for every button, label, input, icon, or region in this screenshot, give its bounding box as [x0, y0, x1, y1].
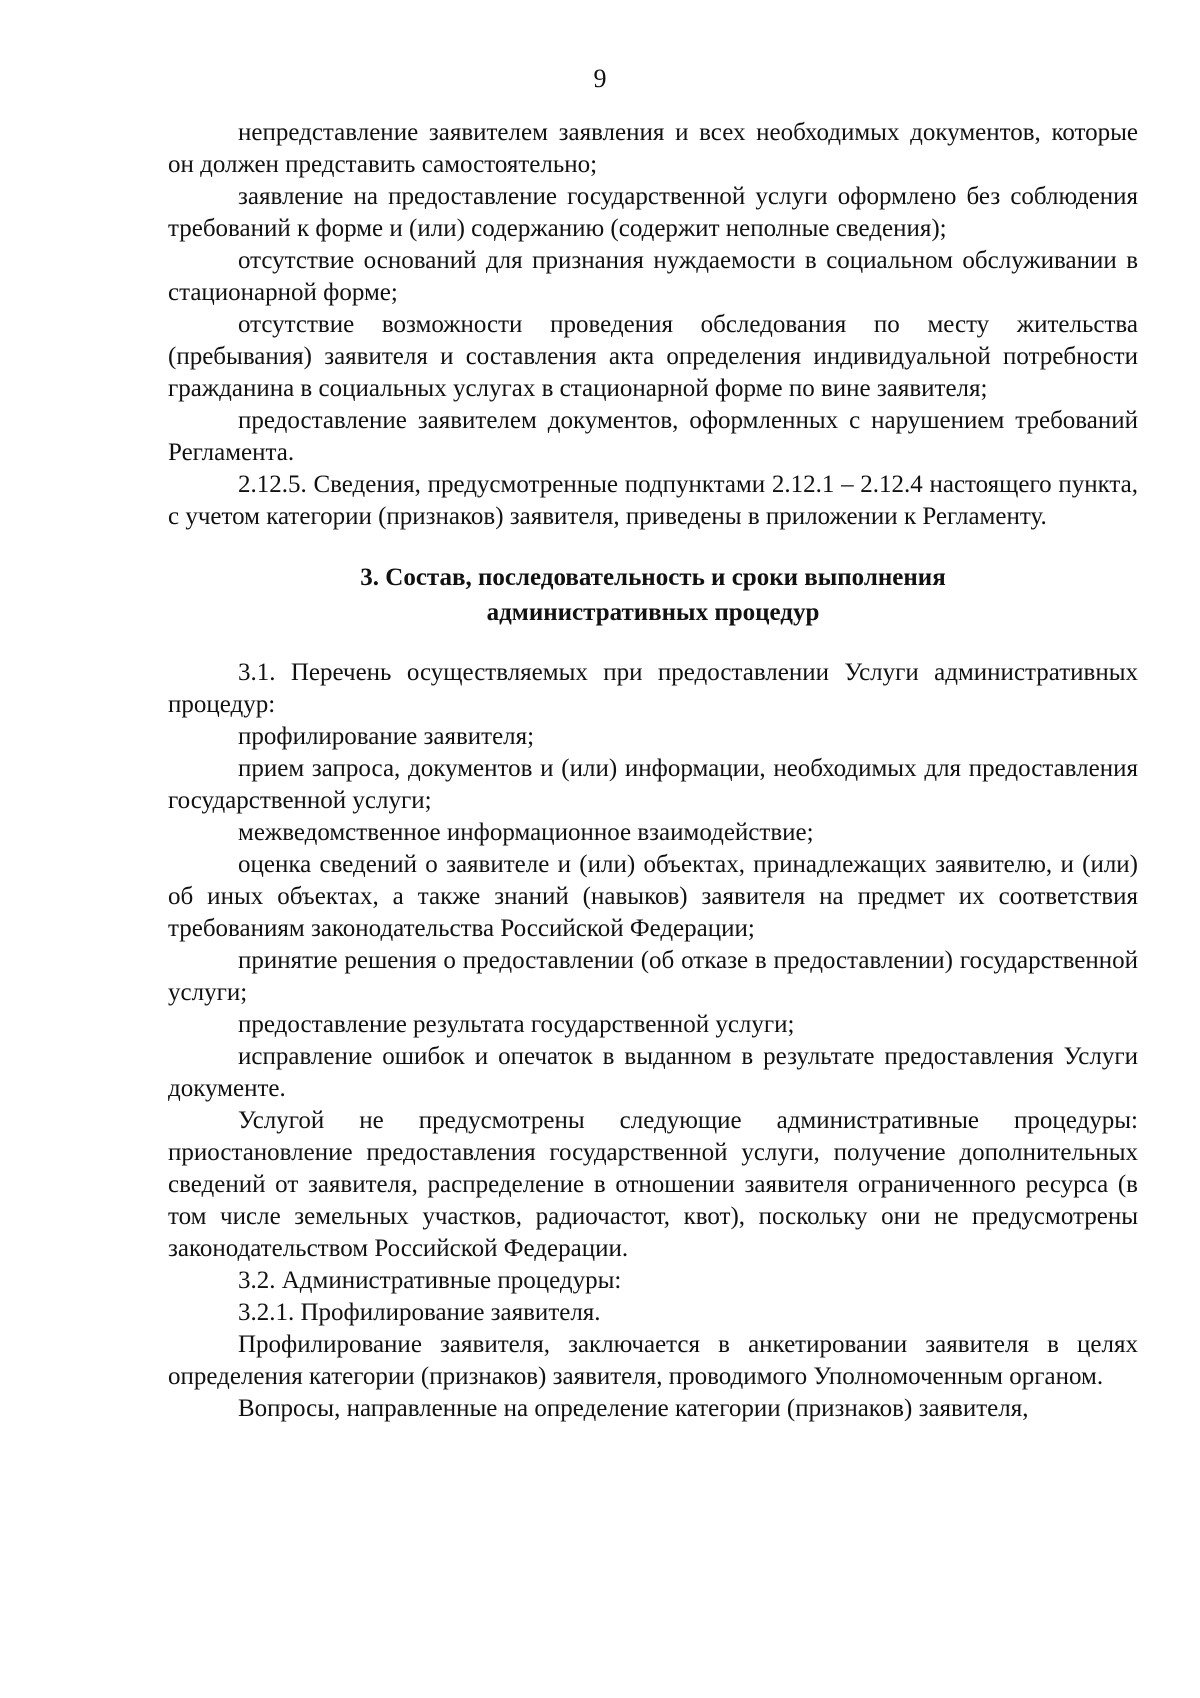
- paragraph: оценка сведений о заявителе и (или) объектах, принадлежащих заявителю, и (или) об иных объектах, а также знаний (навыков) заявителя на предмет их соответствия требованиям законодательства Российской Федерации;: [168, 851, 1138, 942]
- paragraph: отсутствие оснований для признания нуждаемости в социальном обслуживании в стационарной форме;: [168, 247, 1138, 306]
- page-number: 9: [593, 64, 607, 93]
- paragraph: 3.2.1. Профилирование заявителя.: [238, 1299, 601, 1326]
- paragraph: принятие решения о предоставлении (об отказе в предоставлении) государственной услуги;: [168, 947, 1138, 1006]
- paragraph: 3.1. Перечень осуществляемых при предоставлении Услуги административных процедур:: [168, 659, 1138, 718]
- document-body: [168, 117, 1138, 1425]
- paragraph: 3.2. Административные процедуры:: [238, 1267, 622, 1294]
- paragraph: профилирование заявителя;: [238, 723, 535, 750]
- paragraph: 2.12.5. Сведения, предусмотренные подпунктами 2.12.1 – 2.12.4 настоящего пункта, с учетом категории (признаков) заявителя, приведены в приложении к Регламенту.: [168, 471, 1138, 530]
- paragraph: исправление ошибок и опечаток в выданном в результате предоставления Услуги документе.: [168, 1043, 1138, 1102]
- paragraph: предоставление заявителем документов, оформленных с нарушением требований Регламента.: [168, 407, 1138, 466]
- paragraph: Услугой не предусмотрены следующие административные процедуры: приостановление предоставления государственной услуги, получение дополнительных сведений от заявителя, распределение в отношении заявителя ограниченного ресурса (в том числе земельных участков, радиочастот, квот), поскольку они не предусмотрены законодательством Российской Федерации.: [168, 1107, 1138, 1262]
- paragraph: Профилирование заявителя, заключается в анкетировании заявителя в целях определения категории (признаков) заявителя, проводимого Уполномоченным органом.: [168, 1331, 1138, 1390]
- section-heading: [168, 560, 1138, 630]
- paragraph: непредставление заявителем заявления и всех необходимых документов, которые он должен представить самостоятельно;: [168, 119, 1138, 178]
- paragraph: межведомственное информационное взаимодействие;: [238, 819, 814, 846]
- paragraph: прием запроса, документов и (или) информации, необходимых для предоставления государственной услуги;: [168, 755, 1138, 814]
- paragraph: отсутствие возможности проведения обследования по месту жительства (пребывания) заявителя и составления акта определения индивидуальной потребности гражданина в социальных услугах в стационарной форме по вине заявителя;: [168, 311, 1138, 402]
- section-heading-line: 3. Состав, последовательность и сроки выполнения: [360, 564, 946, 591]
- paragraph: Вопросы, направленные на определение категории (признаков) заявителя,: [238, 1395, 1029, 1422]
- paragraph: заявление на предоставление государственной услуги оформлено без соблюдения требований к форме и (или) содержанию (содержит неполные сведения);: [168, 183, 1138, 242]
- paragraph: предоставление результата государственной услуги;: [238, 1011, 795, 1038]
- section-heading-line: административных процедур: [486, 599, 820, 626]
